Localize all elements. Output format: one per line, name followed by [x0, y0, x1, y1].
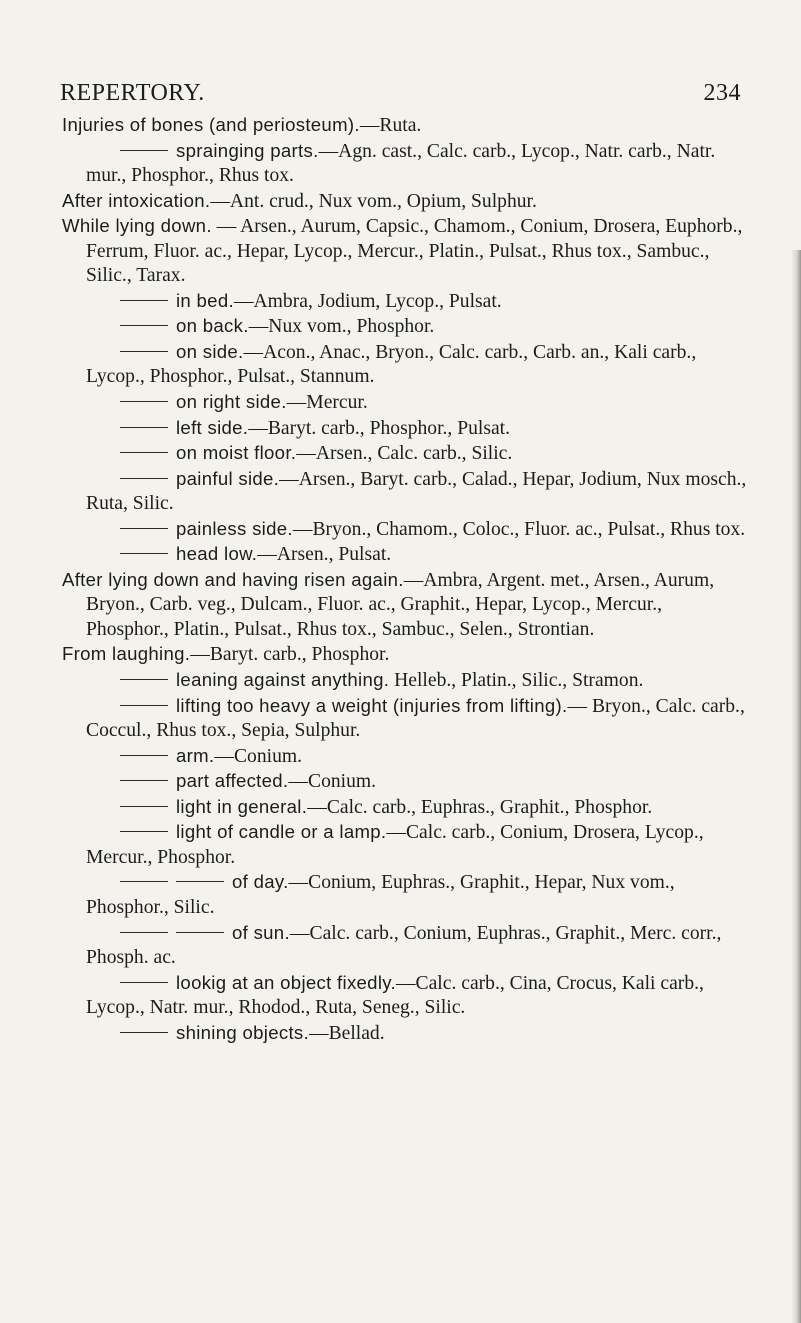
- ditto-dash: [120, 150, 168, 151]
- entry-heading: From laughing.: [62, 643, 191, 665]
- ditto-dash: [120, 452, 168, 453]
- entry-remedies: —Baryt. carb., Phosphor., Pulsat.: [248, 417, 511, 439]
- repertory-entry: [62, 441, 749, 467]
- entry-remedies: —Mercur.: [286, 392, 368, 414]
- entry-heading: on back.: [176, 315, 249, 337]
- entry-remedies: —Bryon., Chamom., Coloc., Fluor. ac., Pulsat., Rhus tox.: [292, 518, 746, 540]
- repertory-entry: [62, 390, 749, 416]
- entry-heading: While lying down.: [62, 215, 212, 237]
- entry-heading: sprainging parts.: [176, 139, 319, 161]
- ditto-dash: [120, 831, 168, 832]
- repertory-entry: [62, 113, 749, 139]
- ditto-dash: [120, 300, 168, 301]
- ditto-dash: [120, 705, 168, 706]
- repertory-entry: [62, 467, 749, 517]
- entry-remedies: —Arsen., Calc. carb., Silic.: [296, 443, 513, 465]
- ditto-dash: [120, 881, 168, 882]
- repertory-entry: [62, 642, 749, 668]
- entry-heading: lookig at an object fixedly.: [176, 971, 396, 993]
- entry-remedies: —Calc. carb., Conium, Drosera, Lycop., Mercur., Phosphor.: [86, 822, 704, 868]
- entry-remedies: —Ambra, Jodium, Lycop., Pulsat.: [233, 290, 502, 312]
- running-title: REPERTORY.: [60, 80, 205, 106]
- entry-remedies: —Conium.: [288, 771, 377, 793]
- entry-remedies: Helleb., Platin., Silic., Stramon.: [389, 670, 644, 692]
- repertory-text: [62, 113, 749, 1046]
- entry-remedies: — Bryon., Calc. carb., Coccul., Rhus tox., Sepia, Sulphur.: [86, 695, 745, 742]
- repertory-entry: [62, 870, 749, 920]
- repertory-entry: [62, 517, 749, 543]
- entry-heading: of day.: [232, 871, 289, 893]
- repertory-entry: [62, 820, 749, 870]
- repertory-entry: [62, 971, 749, 1021]
- repertory-entry: [62, 416, 749, 442]
- repertory-entry: [62, 1021, 749, 1047]
- repertory-entry: [62, 214, 749, 289]
- repertory-entry: [62, 189, 749, 215]
- repertory-entry: [62, 542, 749, 568]
- page-edge-shadow: [791, 250, 801, 1323]
- entry-remedies: —Calc. carb., Conium, Euphras., Graphit., Merc. corr., Phosph. ac.: [86, 922, 722, 969]
- repertory-entry: [62, 568, 749, 643]
- repertory-entry: [62, 744, 749, 770]
- entry-remedies: —Bellad.: [308, 1022, 385, 1044]
- entry-remedies: —Ant. crud., Nux vom., Opium, Sulphur.: [210, 190, 537, 212]
- entry-heading: light of candle or a lamp.: [176, 821, 387, 843]
- entry-heading: on moist floor.: [176, 442, 297, 464]
- ditto-dash: [120, 528, 168, 529]
- entry-heading: After intoxication.: [62, 189, 211, 211]
- entry-heading: head low.: [176, 543, 258, 565]
- ditto-dash: [120, 806, 168, 807]
- repertory-entry: [62, 921, 749, 971]
- entry-remedies: —Conium.: [214, 745, 303, 767]
- repertory-entry: [62, 340, 749, 390]
- ditto-dash: [120, 553, 168, 554]
- entry-remedies: —Nux vom., Phosphor.: [248, 316, 435, 338]
- entry-heading: lifting too heavy a weight (injuries from lifting).: [176, 694, 568, 716]
- ditto-dash: [120, 932, 168, 933]
- entry-heading: in bed.: [176, 289, 234, 311]
- ditto-dash: [176, 881, 224, 882]
- entry-remedies: —Conium, Euphras., Graphit., Hepar, Nux vom., Phosphor., Silic.: [86, 872, 675, 918]
- entry-heading: After lying down and having risen again.: [62, 568, 404, 590]
- entry-remedies: —Baryt. carb., Phosphor.: [190, 644, 390, 666]
- entry-heading: arm.: [176, 744, 215, 766]
- ditto-dash: [176, 932, 224, 933]
- entry-remedies: —Agn. cast., Calc. carb., Lycop., Natr. carb., Natr. mur., Phosphor., Rhus tox.: [86, 140, 716, 187]
- entry-remedies: —Acon., Anac., Bryon., Calc. carb., Carb. an., Kali carb., Lycop., Phosphor., Pulsat., Stannum.: [86, 341, 697, 388]
- repertory-entry: [62, 139, 749, 189]
- entry-heading: shining objects.: [176, 1021, 309, 1043]
- ditto-dash: [120, 982, 168, 983]
- entry-heading: leaning against anything.: [176, 669, 390, 691]
- ditto-dash: [120, 679, 168, 680]
- repertory-entry: [62, 314, 749, 340]
- entry-remedies: — Arsen., Aurum, Capsic., Chamom., Conium, Drosera, Euphorb., Ferrum, Fluor. ac., Hepar, Lycop., Mercur., Platin., Pulsat., Rhus tox., Sambuc., Silic., Tarax.: [86, 216, 743, 287]
- ditto-dash: [120, 478, 168, 479]
- entry-heading: on right side.: [176, 391, 287, 413]
- entry-remedies: —Arsen., Pulsat.: [257, 544, 392, 566]
- entry-heading: left side.: [176, 416, 249, 438]
- entry-remedies: —Ruta.: [359, 115, 422, 136]
- ditto-dash: [120, 351, 168, 352]
- repertory-entry: [62, 289, 749, 315]
- entry-heading: on side.: [176, 340, 244, 362]
- ditto-dash: [120, 401, 168, 402]
- entry-heading: painless side.: [176, 517, 293, 539]
- ditto-dash: [120, 427, 168, 428]
- entry-heading: painful side.: [176, 467, 280, 489]
- entry-heading: of sun.: [232, 921, 290, 943]
- ditto-dash: [120, 1032, 168, 1033]
- repertory-entry: [62, 795, 749, 821]
- repertory-entry: [62, 769, 749, 795]
- ditto-dash: [120, 780, 168, 781]
- entry-heading: light in general.: [176, 795, 308, 817]
- repertory-entry: [62, 668, 749, 694]
- running-header: [60, 80, 741, 112]
- ditto-dash: [120, 755, 168, 756]
- ditto-dash: [120, 325, 168, 326]
- entry-remedies: —Calc. carb., Cina, Crocus, Kali carb., Lycop., Natr. mur., Rhodod., Ruta, Seneg., Silic.: [86, 972, 704, 1019]
- entry-remedies: —Ambra, Argent. met., Arsen., Aurum, Bryon., Carb. veg., Dulcam., Fluor. ac., Graphit., Hepar, Lycop., Mercur., Phosphor., Platin., Pulsat., Rhus tox., Sambuc., Selen., Strontian.: [86, 569, 715, 640]
- entry-remedies: —Calc. carb., Euphras., Graphit., Phosphor.: [307, 796, 653, 818]
- repertory-entry: [62, 694, 749, 744]
- page-number: 234: [703, 80, 741, 106]
- entry-heading: Injuries of bones (and periosteum).: [62, 114, 360, 135]
- entry-heading: part affected.: [176, 770, 289, 792]
- entry-remedies: —Arsen., Baryt. carb., Calad., Hepar, Jodium, Nux mosch., Ruta, Silic.: [86, 468, 747, 515]
